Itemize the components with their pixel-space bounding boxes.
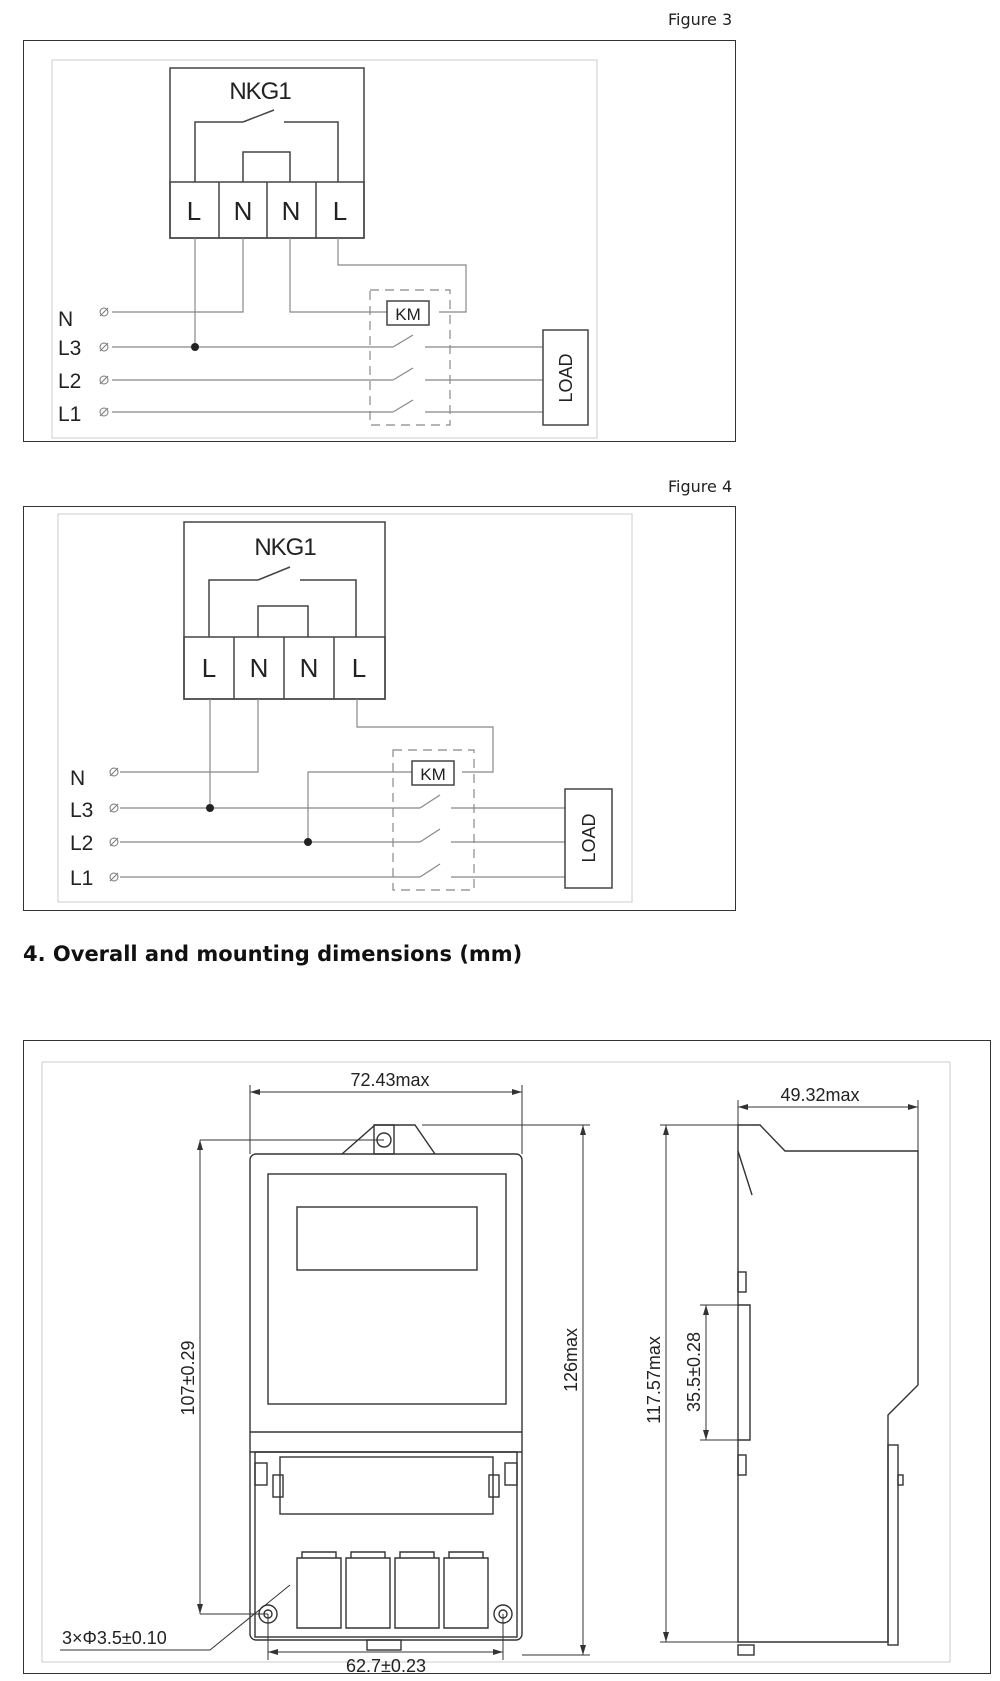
- figure-3-km-label: KM: [395, 305, 421, 324]
- dim-side-depth: 49.32max: [780, 1085, 860, 1105]
- figure-4-km-label: KM: [420, 765, 446, 784]
- figure-4-caption: Figure 4: [668, 477, 733, 496]
- figure-4-terminal-3: N: [299, 653, 319, 683]
- front-panel: [268, 1174, 506, 1404]
- figure-4-terminal-1: L: [201, 653, 217, 683]
- terminal-1: [297, 1552, 341, 1628]
- figure-3-device-label: NKG1: [229, 78, 291, 105]
- dim-front-width: 72.43max: [350, 1070, 430, 1090]
- figure-4-terminal-4: L: [351, 653, 367, 683]
- figure-3-caption: Figure 3: [668, 10, 733, 29]
- front-body: [250, 1154, 522, 1640]
- display-window: [297, 1207, 477, 1270]
- figure-4-line-label-l1: L1: [70, 867, 94, 890]
- rail-clip-upper: [738, 1272, 746, 1292]
- terminal-2: [346, 1552, 390, 1628]
- dim-holes: 3×Φ3.5±0.10: [62, 1628, 167, 1648]
- terminal-3: [395, 1552, 439, 1628]
- rail-slot: [738, 1305, 750, 1440]
- figure-3-terminal-1: L: [186, 196, 202, 226]
- figure-4-line-label-n: N: [70, 767, 86, 790]
- figure-3-line-label-n: N: [58, 308, 74, 331]
- side-view: [738, 1125, 918, 1655]
- dim-rail-slot: 35.5±0.28: [684, 1332, 704, 1412]
- figure-3-terminal-4: L: [332, 196, 348, 226]
- terminal-cover: [255, 1452, 517, 1637]
- dim-hole-spacing-horizontal: 62.7±0.23: [346, 1656, 426, 1676]
- section-heading: 4. Overall and mounting dimensions (mm): [23, 942, 523, 966]
- figure-3-terminal-2: N: [233, 196, 253, 226]
- terminal-4: [444, 1552, 488, 1628]
- side-body: [738, 1125, 918, 1642]
- figure-4-load-label: LOAD: [579, 813, 599, 863]
- figure-3-line-label-l1: L1: [58, 403, 82, 426]
- dim-side-height: 117.57max: [644, 1336, 664, 1424]
- rail-clip-lower: [738, 1455, 746, 1475]
- dim-hole-spacing-vertical: 107±0.29: [178, 1340, 198, 1416]
- figure-3-line-label-l2: L2: [58, 370, 82, 393]
- side-terminal-lip: [888, 1445, 898, 1645]
- front-view: [250, 1125, 522, 1650]
- figure-4-line-label-l2: L2: [70, 832, 94, 855]
- dim-overall-height: 126max: [561, 1327, 581, 1393]
- figure-4-device-label: NKG1: [254, 534, 316, 561]
- figure-3-load-label: LOAD: [556, 353, 576, 403]
- bottom-latch: [367, 1640, 401, 1650]
- figure-3-line-label-l3: L3: [58, 337, 82, 360]
- figure-4-line-label-l3: L3: [70, 799, 94, 822]
- figure-3-terminal-3: N: [281, 196, 301, 226]
- figure-4-terminal-2: N: [249, 653, 269, 683]
